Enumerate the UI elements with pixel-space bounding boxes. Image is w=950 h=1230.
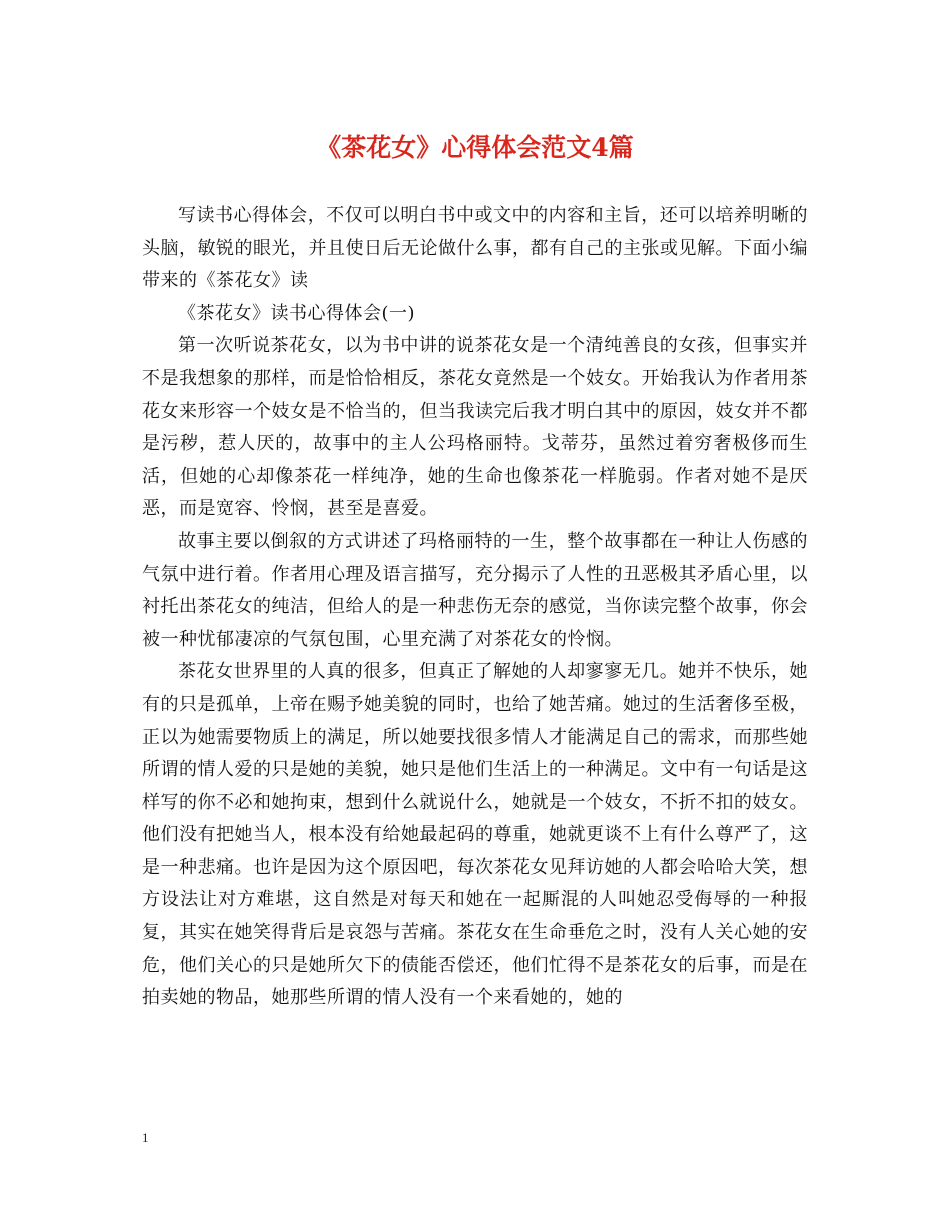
paragraph-1: 第一次听说茶花女，以为书中讲的说茶花女是一个清纯善良的女孩，但事实并不是我想象的那样，而是恰恰相反，茶花女竟然是一个妓女。开始我认为作者用茶花女来形容一个妓女是不恰当的，但当我读完后我才明白其中的原因，妓女并不都是污秽，惹人厌的，故事中的主人公玛格丽特。戈蒂芬，虽然过着穷奢极侈而生活，但她的心却像茶花一样纯净，她的生命也像茶花一样脆弱。作者对她不是厌恶，而是宽容、怜悯，甚至是喜爱。 — [142, 335, 808, 520]
page-number: 1 — [142, 1130, 149, 1145]
paragraph-2: 故事主要以倒叙的方式讲述了玛格丽特的一生，整个故事都在一种让人伤感的气氛中进行着。作者用心理及语言描写，充分揭示了人性的丑恶极其矛盾心里，以衬托出茶花女的纯洁，但给人的是一种悲伤无奈的感觉，当你读完整个故事，你会被一种忧郁凄凉的气氛包围，心里充满了对茶花女的怜悯。 — [142, 530, 808, 650]
paragraph-3: 茶花女世界里的人真的很多，但真正了解她的人却寥寥无几。她并不快乐，她有的只是孤单，上帝在赐予她美貌的同时，也给了她苦痛。她过的生活奢侈至极，正以为她需要物质上的满足，所以她要找很多情人才能满足自己的需求，而那些她所谓的情人爱的只是她的美貌，她只是他们生活上的一种满足。文中有一句话是这样写的你不必和她拘束，想到什么就说什么，她就是一个妓女，不折不扣的妓女。他们没有把她当人，根本没有给她最起码的尊重，她就更谈不上有什么尊严了，这是一种悲痛。也许是因为这个原因吧，每次茶花女见拜访她的人都会哈哈大笑，想方设法让对方难堪，这自然是对每天和她在一起厮混的人叫她忍受侮辱的一种报复，其实在她笑得背后是哀怨与苦痛。茶花女在生命垂危之时，没有人关心她的安危，他们关心的只是她所欠下的债能否偿还，他们忙得不是茶花女的后事，而是在拍卖她的物品，她那些所谓的情人没有一个来看她的，她的 — [142, 661, 808, 1009]
document-title: 《茶花女》心得体会范文4篇 — [316, 133, 634, 162]
paragraph-intro: 写读书心得体会，不仅可以明白书中或文中的内容和主旨，还可以培养明晰的头脑，敏锐的眼光，并且使日后无论做什么事，都有自己的主张或见解。下面小编带来的《茶花女》读 — [142, 205, 808, 292]
document-body — [142, 200, 808, 1015]
section-heading: 《茶花女》读书心得体会(一) — [178, 302, 416, 324]
